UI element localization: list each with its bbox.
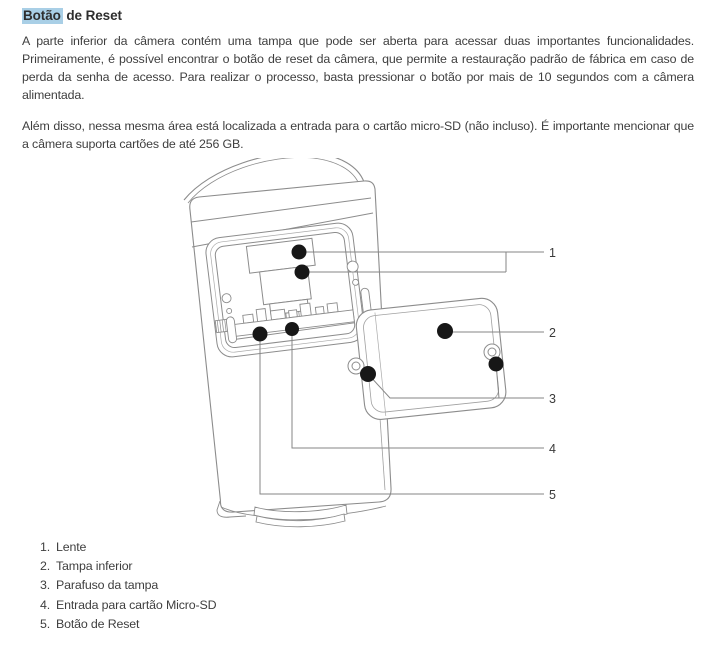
callout-dot-lens-top [292,245,307,260]
page-content [22,8,694,166]
callout-number-1: 1 [549,246,556,260]
callout-dot-microsd [285,322,299,336]
callout-number-4: 4 [549,442,556,456]
callout-dot-lens-bottom [295,265,310,280]
callout-dot-screw-left [360,366,376,382]
callout-number-5: 5 [549,488,556,502]
callout-numbers [549,246,556,502]
title-highlight: Botão [23,8,61,23]
title-rest: de Reset [62,8,122,23]
paragraph-microsd: Além disso, nessa mesma área está localizada a entrada para o cartão micro-SD (não incluso). É importante mencionar que a câmera suporta cartões de até 256 GB. [22,119,694,151]
legend-item-microsd: 4. Entrada para cartão Micro-SD [40,597,217,612]
camera-compartment [204,220,374,358]
callout-dot-cover [437,323,453,339]
callout-number-3: 3 [549,392,556,406]
callout-number-2: 2 [549,326,556,340]
legend-item-tampa-inferior: 2. Tampa inferior [40,559,133,574]
legend-list [40,538,216,634]
camera-diagram [150,158,580,543]
callout-dot-screw-right [489,357,504,372]
camera-diagram-svg [150,158,580,543]
legend-item-botao-reset: 5. Botão de Reset [40,616,140,631]
bottom-cover [355,297,508,421]
paragraph-reset: A parte inferior da câmera contém uma tampa que pode ser aberta para acessar duas importantes funcionalidades. Primeiramente, é possível encontrar o botão de reset da câmera, que permite a restauração padrão de fábrica em caso de perda da senha de acesso. Para realizar o processo, basta pressionar o botão por mais de 10 segundos com a câmera alimentada. [22,34,694,102]
legend-item-lente: 1. Lente [40,540,87,554]
page-title [22,8,694,23]
callout-dot-reset [253,327,268,342]
legend-item-parafuso: 3. Parafuso da tampa [40,578,159,593]
